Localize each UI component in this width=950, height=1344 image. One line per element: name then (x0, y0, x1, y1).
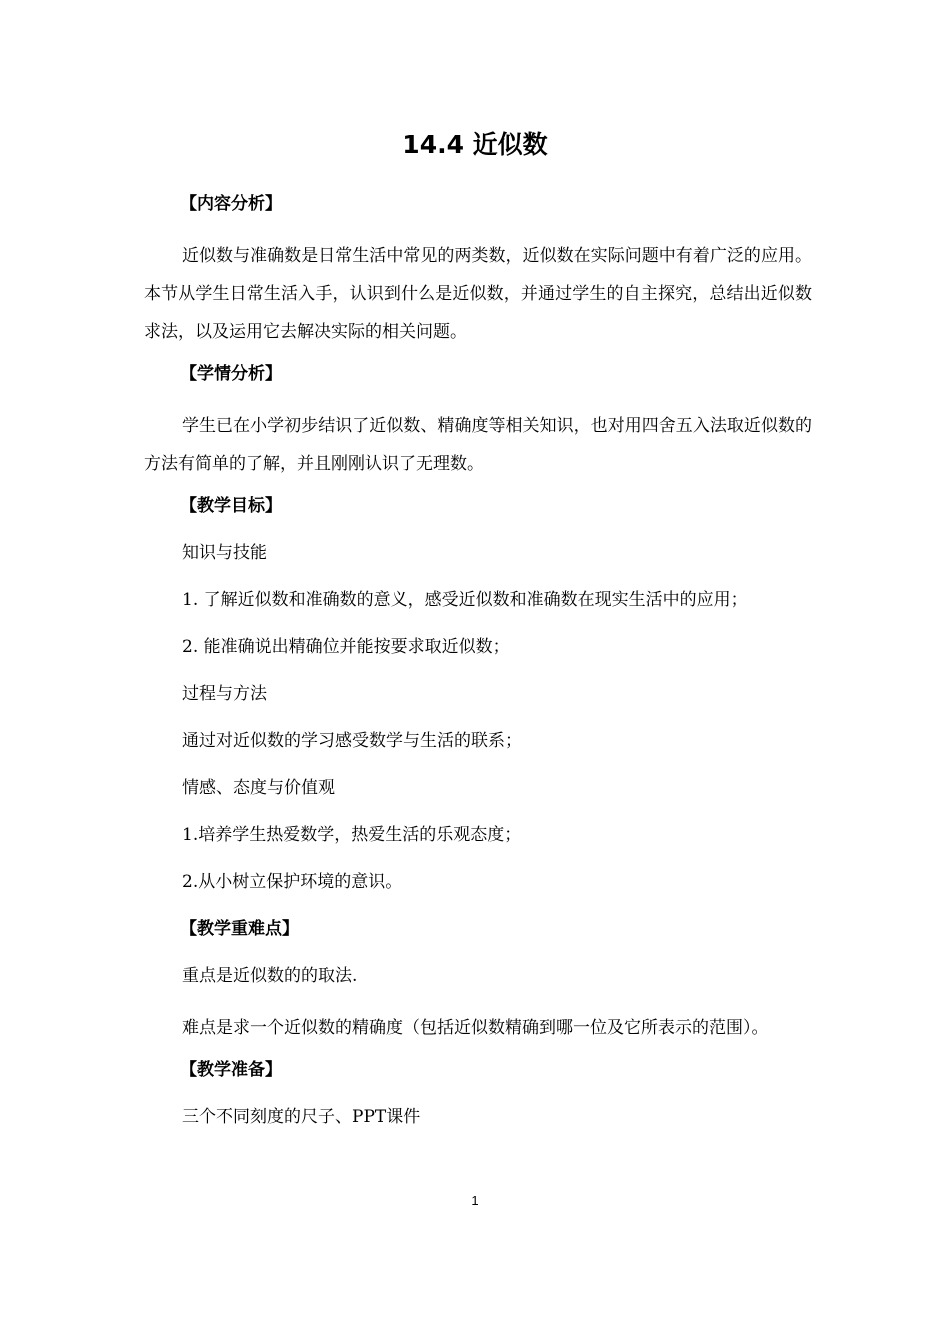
knowledge-item-1: 1. 了解近似数和准确数的意义，感受近似数和准确数在现实生活中的应用； (182, 590, 748, 610)
emotion-item-1: 1.培养学生热爱数学，热爱生活的乐观态度； (182, 825, 522, 845)
knowledge-skills-title: 知识与技能 (182, 543, 267, 563)
section-heading-key-points: 【教学重难点】 (180, 919, 299, 939)
content-analysis-paragraph: 近似数与准确数是日常生活中常见的两类数，近似数在实际问题中有着广泛的应用。本节从学生日常生活入手，认识到什么是近似数，并通过学生的自主探究，总结出近似数求法，以及运用它去解决实际的相关问题。 (144, 246, 812, 342)
process-item-1: 通过对近似数的学习感受数学与生活的联系； (182, 731, 522, 751)
document-title: 14.4 近似数 (402, 130, 548, 159)
page-number: 1 (471, 1193, 479, 1208)
emotion-item-2: 2.从小树立保护环境的意识。 (182, 872, 403, 892)
preparation-text: 三个不同刻度的尺子、PPT课件 (182, 1107, 421, 1127)
section-heading-content-analysis: 【内容分析】 (180, 194, 282, 214)
process-method-title: 过程与方法 (182, 684, 267, 704)
student-analysis-paragraph: 学生已在小学初步结识了近似数、精确度等相关知识，也对用四舍五入法取近似数的方法有简单的了解，并且刚刚认识了无理数。 (144, 416, 812, 474)
section-heading-preparation: 【教学准备】 (180, 1060, 282, 1080)
difficulty-text: 难点是求一个近似数的精确度（包括近似数精确到哪一位及它所表示的范围）。 (182, 1018, 769, 1038)
key-point-text: 重点是近似数的的取法. (182, 966, 358, 986)
document-body (144, 190, 812, 1150)
section-heading-teaching-goals: 【教学目标】 (180, 496, 282, 516)
knowledge-item-2: 2. 能准确说出精确位并能按要求取近似数； (182, 637, 510, 657)
emotion-attitude-title: 情感、态度与价值观 (182, 778, 335, 798)
section-heading-student-analysis: 【学情分析】 (180, 364, 282, 384)
